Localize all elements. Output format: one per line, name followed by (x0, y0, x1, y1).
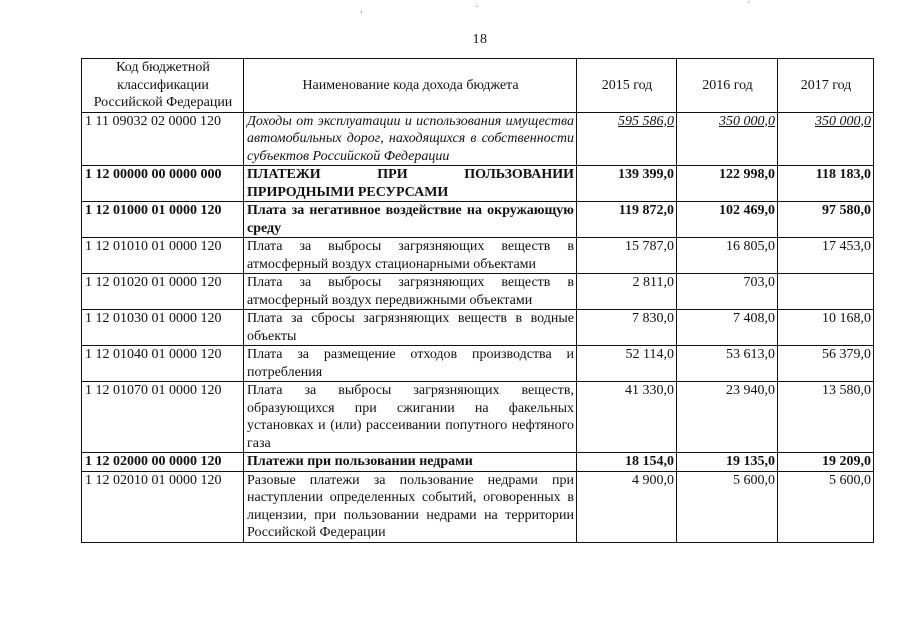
row-value-2015: 2 811,0 (577, 274, 677, 310)
row-value-2015: 119 872,0 (577, 202, 677, 238)
row-code: 1 12 01040 01 0000 120 (82, 346, 244, 382)
row-code: 1 12 01070 01 0000 120 (82, 382, 244, 453)
scan-speck: · (475, 2, 479, 13)
row-value-2017: 19 209,0 (778, 453, 874, 472)
row-code: 1 12 02000 00 0000 120 (82, 453, 244, 472)
row-name: Плата за выбросы загрязняющих веществ, образующихся при сжигании на факельных установках и (или) рассеивании попутного нефтяного газа (244, 382, 577, 453)
row-name: Плата за размещение отходов производства и потребления (244, 346, 577, 382)
row-value-2015: 4 900,0 (577, 471, 677, 542)
row-value-2017: 13 580,0 (778, 382, 874, 453)
row-value-2016: 53 613,0 (677, 346, 778, 382)
row-name: Плата за сбросы загрязняющих веществ в водные объекты (244, 310, 577, 346)
row-value-2015: 139 399,0 (577, 166, 677, 202)
row-code: 1 12 00000 00 0000 000 (82, 166, 244, 202)
header-2015: 2015 год (577, 59, 677, 113)
row-name: Плата за выбросы загрязняющих веществ в атмосферный воздух стационарными объектами (244, 238, 577, 274)
table-row (82, 238, 874, 274)
row-value-2016: 19 135,0 (677, 453, 778, 472)
header-2017: 2017 год (778, 59, 874, 113)
row-name: Плата за выбросы загрязняющих веществ в атмосферный воздух передвижными объектами (244, 274, 577, 310)
table-row (82, 346, 874, 382)
row-value-2017 (778, 274, 874, 310)
row-value-2016: 703,0 (677, 274, 778, 310)
row-value-2016: 122 998,0 (677, 166, 778, 202)
row-value-2015: 15 787,0 (577, 238, 677, 274)
table-row (82, 166, 874, 202)
row-value-2015: 52 114,0 (577, 346, 677, 382)
table-row (82, 471, 874, 542)
row-value-2017: 10 168,0 (778, 310, 874, 346)
row-value-2016: 16 805,0 (677, 238, 778, 274)
row-value-2017: 118 183,0 (778, 166, 874, 202)
row-code: 1 12 01000 01 0000 120 (82, 202, 244, 238)
header-2016: 2016 год (677, 59, 778, 113)
row-value-2015: 41 330,0 (577, 382, 677, 453)
budget-revenue-table (81, 58, 874, 543)
row-value-2016: 23 940,0 (677, 382, 778, 453)
row-value-2017: 5 600,0 (778, 471, 874, 542)
table-row (82, 382, 874, 453)
row-value-2017: 97 580,0 (778, 202, 874, 238)
row-code: 1 12 01010 01 0000 120 (82, 238, 244, 274)
row-code: 1 12 01030 01 0000 120 (82, 310, 244, 346)
row-value-2016: 7 408,0 (677, 310, 778, 346)
row-value-2017: 17 453,0 (778, 238, 874, 274)
header-name: Наименование кода дохода бюджета (244, 59, 577, 113)
row-code: 1 11 09032 02 0000 120 (82, 112, 244, 166)
row-value-2015: 7 830,0 (577, 310, 677, 346)
row-value-2015: 595 586,0 (577, 112, 677, 166)
table-row (82, 453, 874, 472)
table-row (82, 310, 874, 346)
row-value-2016: 5 600,0 (677, 471, 778, 542)
row-name: Разовые платежи за пользование недрами при наступлении определенных событий, оговоренных в лицензии, при пользовании недрами на территории Российской Федерации (244, 471, 577, 542)
row-code: 1 12 02010 01 0000 120 (82, 471, 244, 542)
scan-speck: , (360, 4, 363, 15)
table-header-row (82, 59, 874, 113)
header-code: Код бюджетной классификации Российской Федерации (82, 59, 244, 113)
row-value-2015: 18 154,0 (577, 453, 677, 472)
row-name: Плата за негативное воздействие на окружающую среду (244, 202, 577, 238)
row-name: ПЛАТЕЖИ ПРИ ПОЛЬЗОВАНИИ ПРИРОДНЫМИ РЕСУРСАМИ (244, 166, 577, 202)
row-value-2017: 56 379,0 (778, 346, 874, 382)
scan-speck: ' (748, 0, 750, 11)
row-value-2016: 102 469,0 (677, 202, 778, 238)
page-number: 18 (472, 32, 488, 47)
row-code: 1 12 01020 01 0000 120 (82, 274, 244, 310)
row-value-2017: 350 000,0 (778, 112, 874, 166)
row-name: Доходы от эксплуатации и использования имущества автомобильных дорог, находящихся в собственности субъектов Российской Федерации (244, 112, 577, 166)
row-value-2016: 350 000,0 (677, 112, 778, 166)
table-row (82, 202, 874, 238)
table-row (82, 274, 874, 310)
row-name: Платежи при пользовании недрами (244, 453, 577, 472)
table-row (82, 112, 874, 166)
